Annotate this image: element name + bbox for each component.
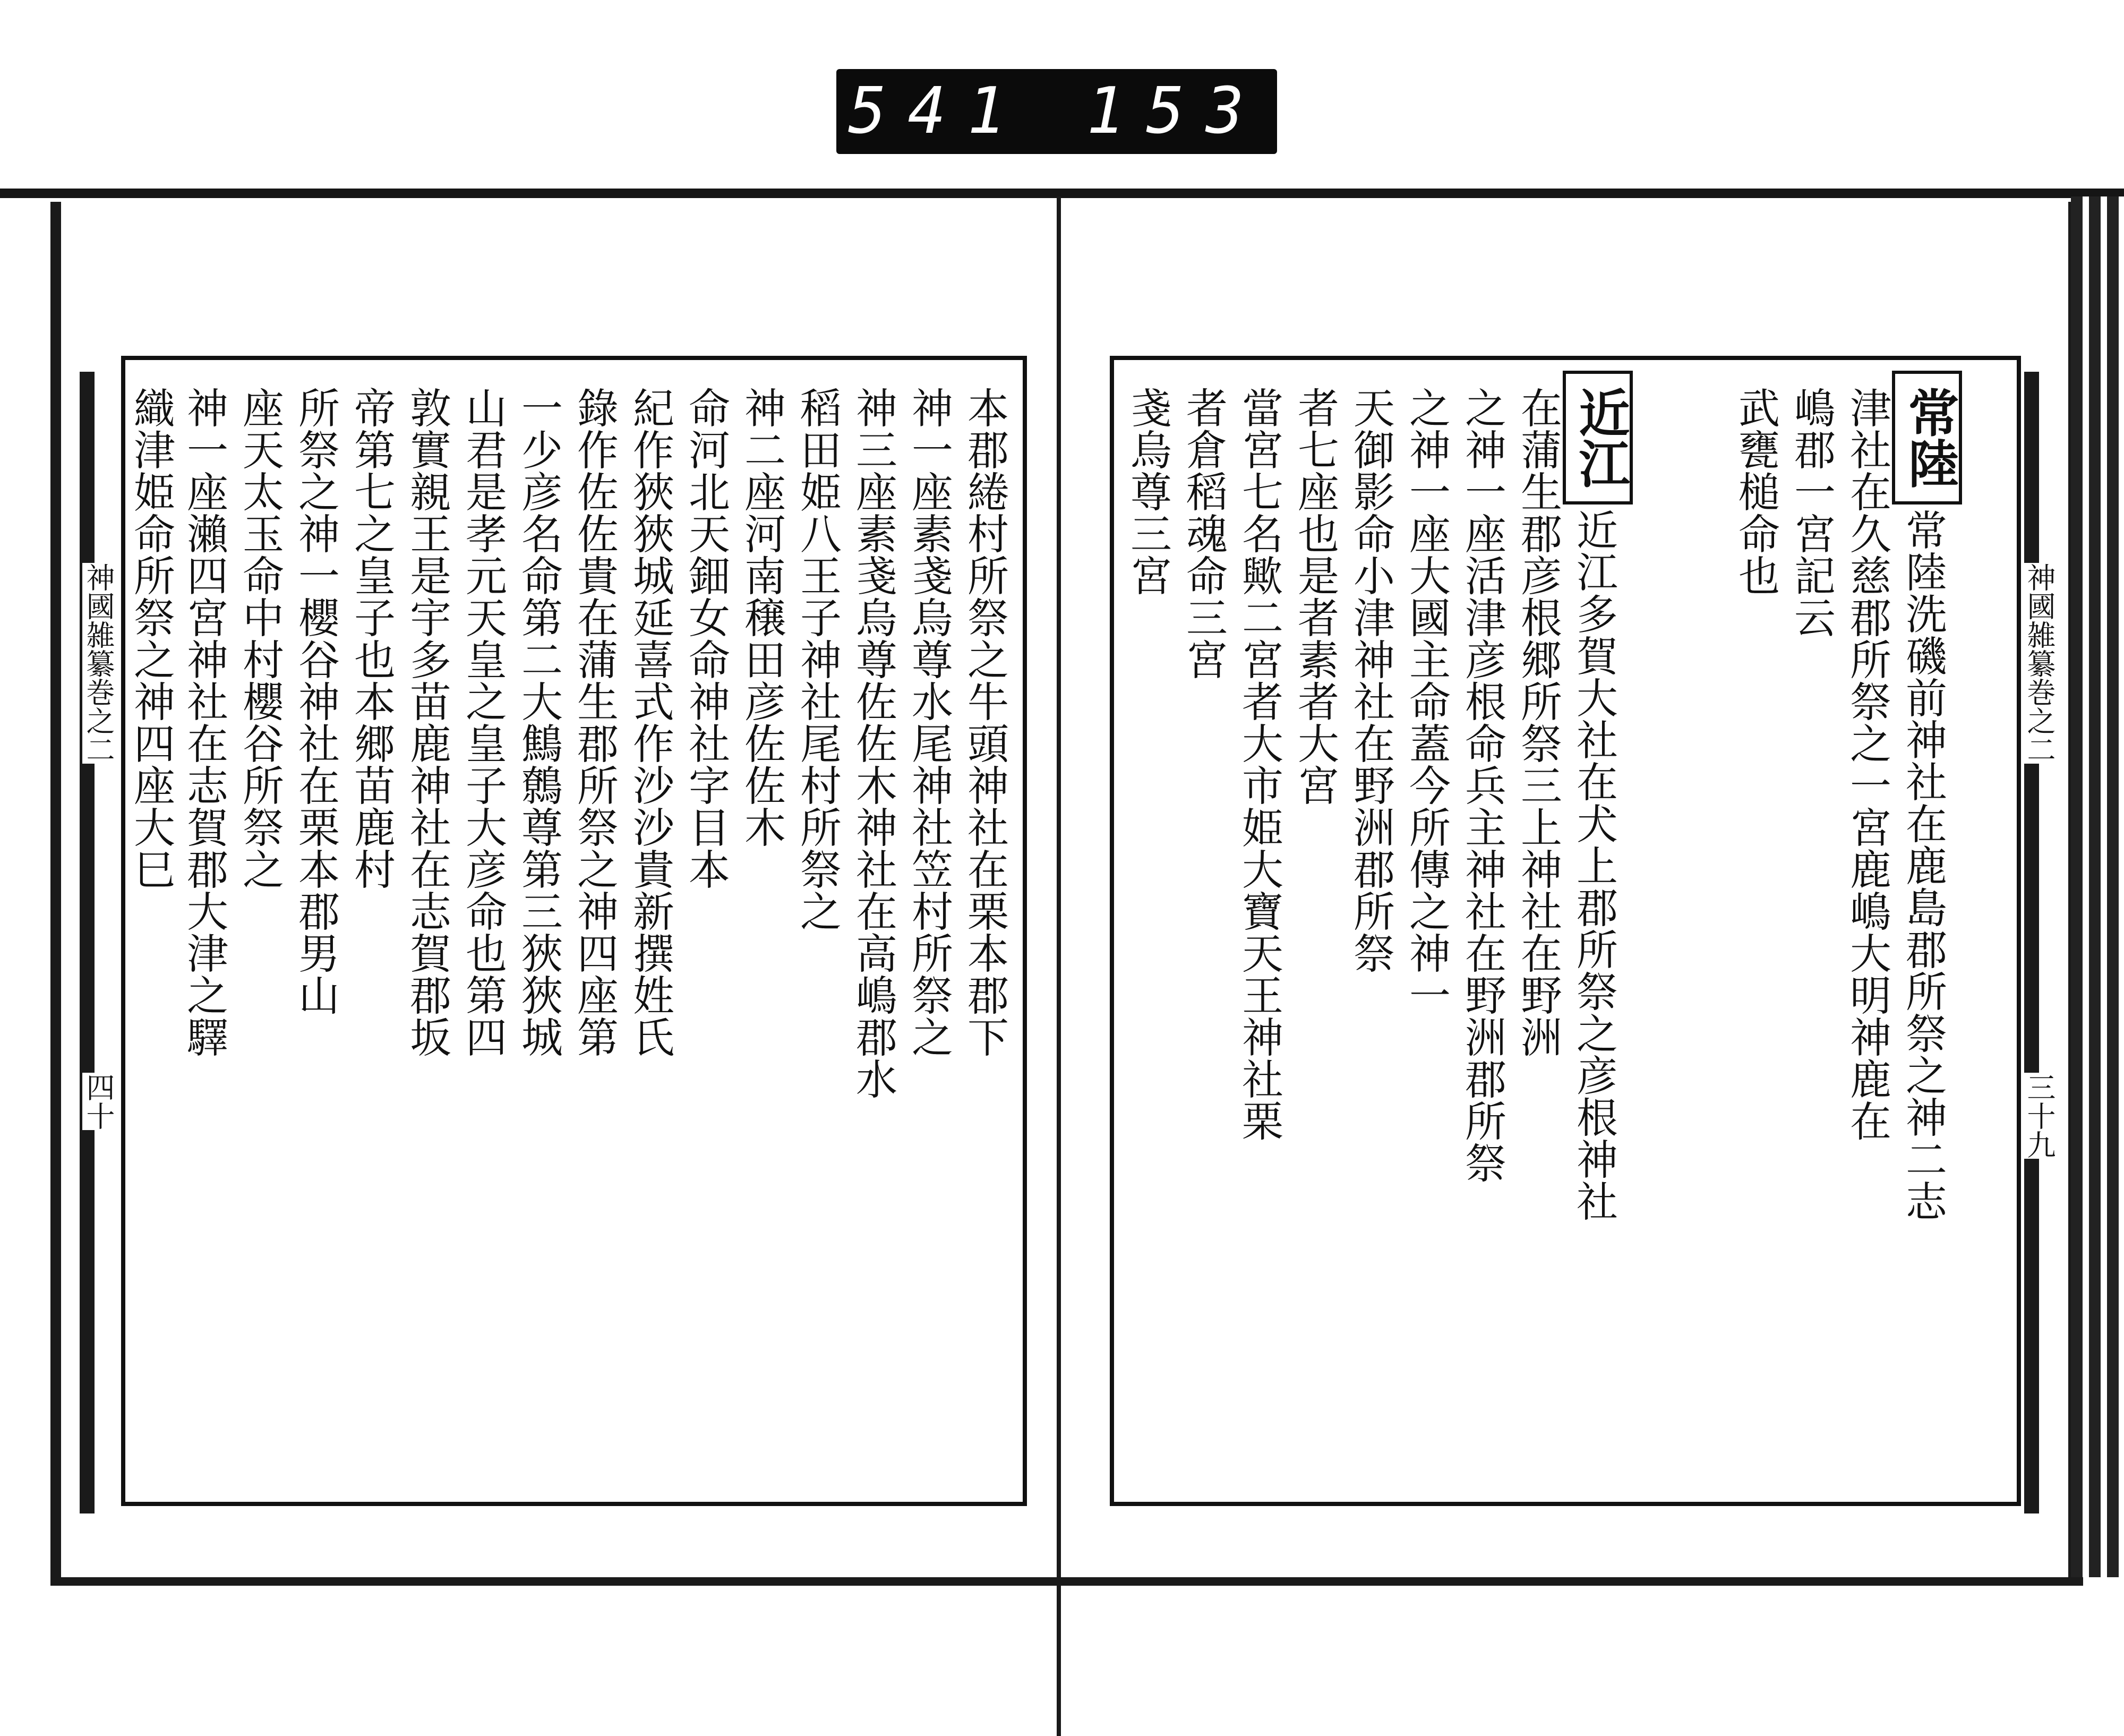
text-column: 神二座河南穣田彦佐佐木 (738, 387, 785, 848)
text-column: 座天太玉命中村櫻谷所祭之 (236, 387, 284, 890)
text-column: 所祭之神一櫻谷神社在栗本郡男山 (292, 387, 339, 1016)
text-column: 錄作佐佐貴在蒲生郡所祭之神四座第 (570, 387, 618, 1058)
text-column: 本郡綣村所祭之牛頭神社在栗本郡下 (961, 387, 1008, 1058)
text-column: 當宮七名歟二宮者大市姫大寶天王神社栗 (1235, 387, 1283, 1142)
left-margin-folio: 四十 (82, 1073, 115, 1130)
text-column: 武甕槌命也 (1732, 387, 1779, 596)
text-column: 稻田姫八王子神社尾村所祭之 (793, 387, 841, 932)
text-column: 神三座素戔烏尊佐佐木神社在高嶋郡水 (849, 387, 897, 1100)
text-column: 紀作狹狹城延喜式作沙沙貴新撰姓氏 (626, 387, 674, 1058)
right-margin-title: 神國雑纂巻之二 (2023, 563, 2056, 764)
text-column: 戔烏尊三宮 (1124, 387, 1171, 596)
text-column: 敦實親王是宇多苗鹿神社在志賀郡坂 (403, 387, 451, 1058)
text-column: 常陸洗磯前神社在鹿島郡所祭之神二志 (1899, 509, 1947, 1222)
right-margin-strip (2024, 372, 2039, 1513)
text-column: 之神一座活津彦根命兵主神社在野洲郡所祭 (1458, 387, 1506, 1184)
left-margin-strip (80, 372, 95, 1513)
left-margin-title: 神國雑纂巻之二 (82, 563, 115, 764)
call-number-label (836, 69, 1277, 154)
text-column: 者七座也是者素者大宮 (1291, 387, 1339, 806)
text-column: 山君是孝元天皇之皇子大彦命也第四 (459, 387, 507, 1058)
text-column: 近江多賀大社在犬上郡所祭之彦根神社 (1570, 509, 1617, 1222)
text-column: 在蒲生郡彦根郷所祭三上神社在野洲 (1514, 387, 1562, 1058)
province-box-omi: 近江 (1563, 371, 1633, 504)
book-edge (2071, 196, 2124, 1577)
right-text-frame (1110, 356, 2021, 1506)
right-margin-folio: 三十九 (2023, 1073, 2056, 1159)
text-column: 天御影命小津神社在野洲郡所祭 (1347, 387, 1394, 974)
text-column: 神一座瀨四宮神社在志賀郡大津之驛 (180, 387, 228, 1058)
page-gutter (1057, 196, 1061, 1736)
left-text-frame (121, 356, 1027, 1506)
text-column: 帝第七之皇子也本郷苗鹿村 (347, 387, 395, 890)
text-column: 命河北天鈿女命神社字目本 (682, 387, 730, 890)
text-column: 之神一座大國主命蓋今所傳之神一 (1402, 387, 1450, 1016)
text-column: 神一座素戔烏尊水尾神社笠村所祭之 (905, 387, 953, 1058)
text-column: 一少彦名命第二大鷦鷯尊第三狹狹城 (515, 387, 562, 1058)
text-column: 津社在久慈郡所祭之一宮鹿嶋大明神鹿在 (1843, 387, 1891, 1142)
text-column: 者倉稻魂命三宮 (1179, 387, 1227, 680)
text-column: 織津姫命所祭之神四座大巳 (127, 387, 175, 890)
text-column: 嶋郡一宮記云 (1787, 387, 1835, 638)
province-box-hitachi: 常陸 (1892, 371, 1962, 504)
top-rule (0, 189, 2124, 198)
call-number-text: 541 153 (848, 74, 1265, 148)
